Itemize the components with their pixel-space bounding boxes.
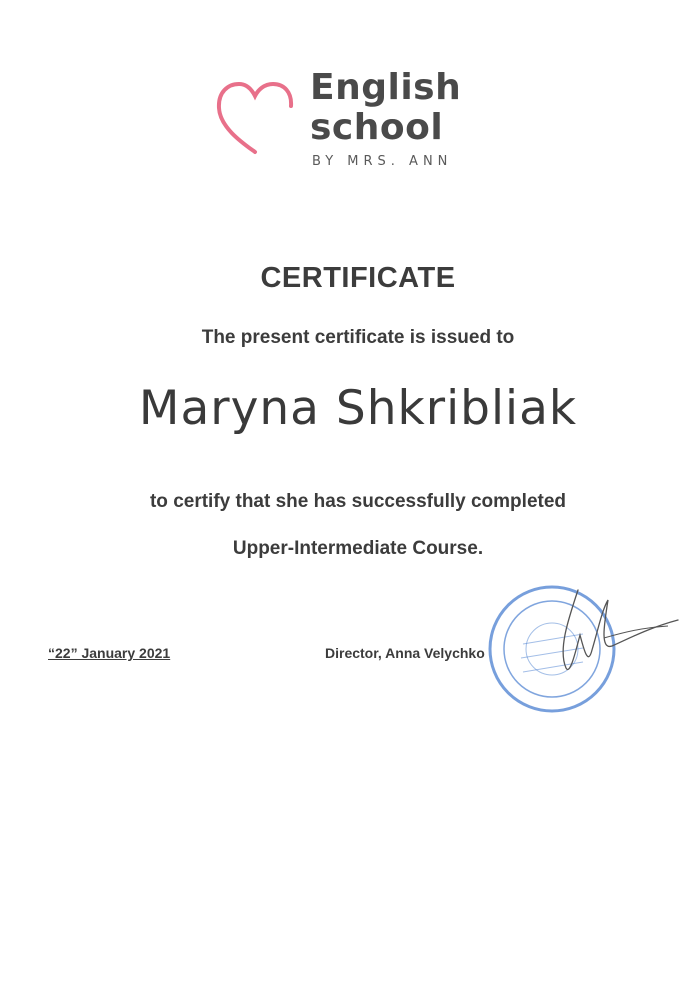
director-name: Director, Anna Velychko [325, 645, 485, 661]
recipient-name: Maryna Shkribliak [138, 381, 578, 436]
heart-icon [214, 78, 296, 158]
issue-date: “22” January 2021 [48, 645, 171, 661]
director-signature [508, 580, 688, 680]
certificate-title: CERTIFICATE [260, 262, 456, 294]
logo [214, 68, 484, 178]
course-name: Upper-Intermediate Course. [232, 538, 484, 559]
logo-text-school: school [310, 107, 444, 148]
certify-text: to certify that she has successfully completed [149, 491, 567, 512]
logo-text-english: English [310, 67, 462, 108]
logo-tagline: BY MRS. ANN [312, 154, 453, 169]
issued-text: The present certificate is issued to [201, 327, 515, 348]
